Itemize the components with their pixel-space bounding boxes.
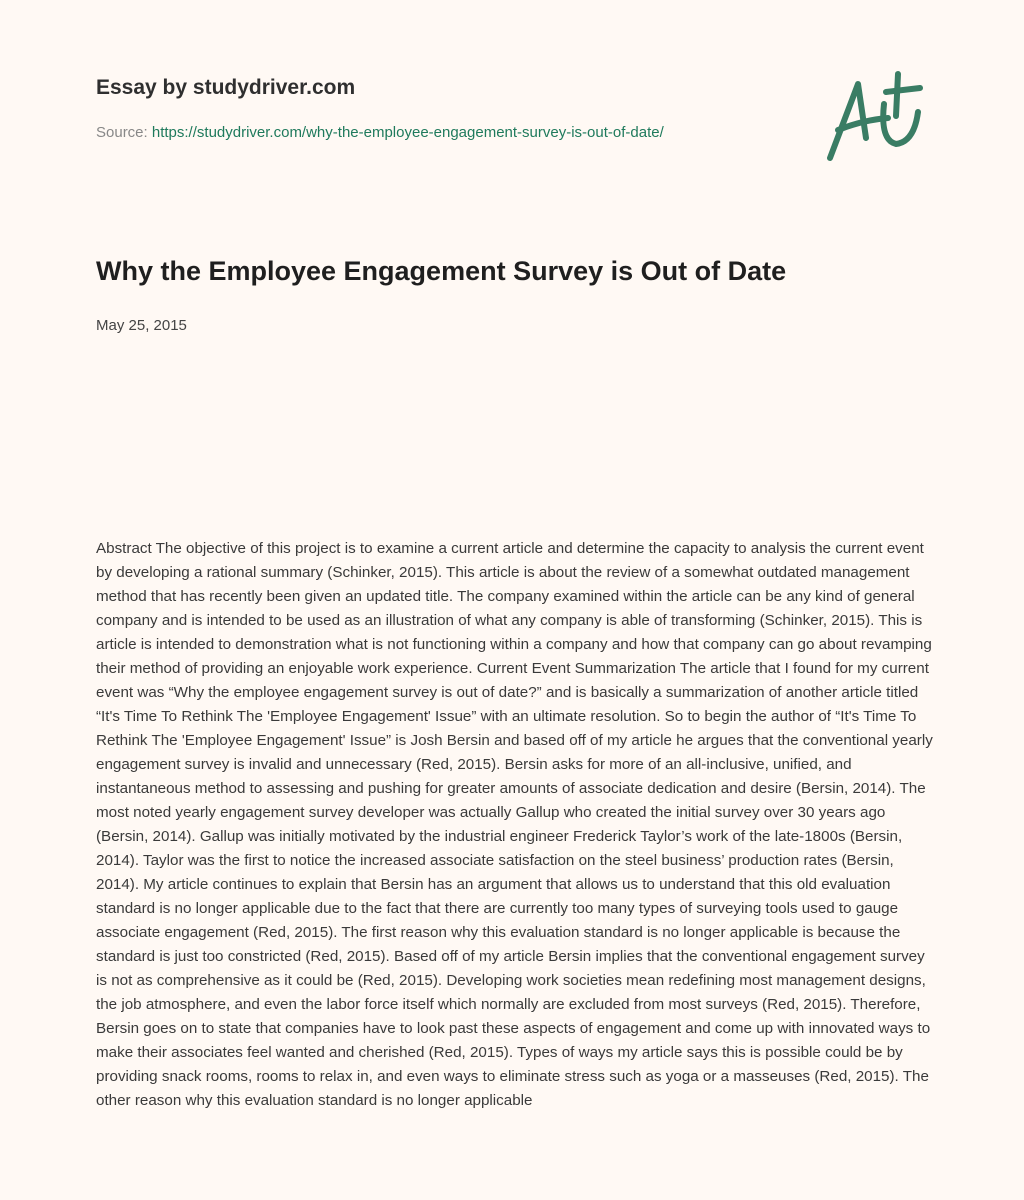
source-link[interactable]: https://studydriver.com/why-the-employee-engagement-survey-is-out-of-date/ — [151, 124, 664, 141]
site-title: Essay by studydriver.com — [96, 76, 356, 99]
a-plus-logo-icon — [818, 68, 928, 164]
source-label: Source: — [96, 124, 148, 141]
article-title: Why the Employee Engagement Survey is Out of Date — [96, 256, 787, 286]
source-line — [96, 124, 664, 141]
article-body: Abstract The objective of this project is to examine a current article and determine the capacity to analysis the current event by developing a rational summary (Schinker, 2015). This article is about the review of a somewhat outdated management method that has recently been given an updated title. The company examined within the article can be any kind of general company and is intended to be used as an illustration of what any company is able of transforming (Schinker, 2015). This is article is intended to demonstration what is not functioning within a company and how that company can go about revamping their method of providing an enjoyable work experience. Current Event Summarization The article that I found for my current event was “Why the employee engagement survey is out of date?” and is basically a summarization of another article titled “It's Time To Rethink The 'Employee Engagement' Issue” with an ultimate resolution. So to begin the author of “It's Time To Rethink The 'Employee Engagement' Issue” is Josh Bersin and based off of my article he argues that the conventional yearly engagement survey is invalid and unnecessary (Red, 2015). Bersin asks for more of an all-inclusive, unified, and instantaneous method to assessing and pushing for greater amounts of associate dedication and desire (Bersin, 2014). The most noted yearly engagement survey developer was actually Gallup who created the initial survey over 30 years ago (Bersin, 2014). Gallup was initially motivated by the industrial engineer Frederick Taylor’s work of the late-1800s (Bersin, 2014). Taylor was the first to notice the increased associate satisfaction on the steel business’ production rates (Bersin, 2014). My article continues to explain that Bersin has an argument that allows us to understand that this old evaluation standard is no longer applicable due to the fact that there are currently too many types of surveying tools used to gauge associate engagement (Red, 2015). The first reason why this evaluation standard is no longer applicable is because the standard is just too constricted (Red, 2015). Based off of my article Bersin implies that the conventional engagement survey is not as comprehensive as it could be (Red, 2015). Developing work societies mean redefining most management designs, the job atmosphere, and even the labor force itself which normally are excluded from most surveys (Red, 2015). Therefore, Bersin goes on to state that companies have to look past these aspects of engagement and come up with innovated ways to make their associates feel wanted and cherished (Red, 2015). Types of ways my article says this is possible could be by providing snack rooms, rooms to relax in, and even ways to eliminate stress such as yoga or a masseuses (Red, 2015). The other reason why this evaluation standard is no longer applicable — [96, 540, 933, 1109]
article-date: May 25, 2015 — [96, 317, 187, 334]
